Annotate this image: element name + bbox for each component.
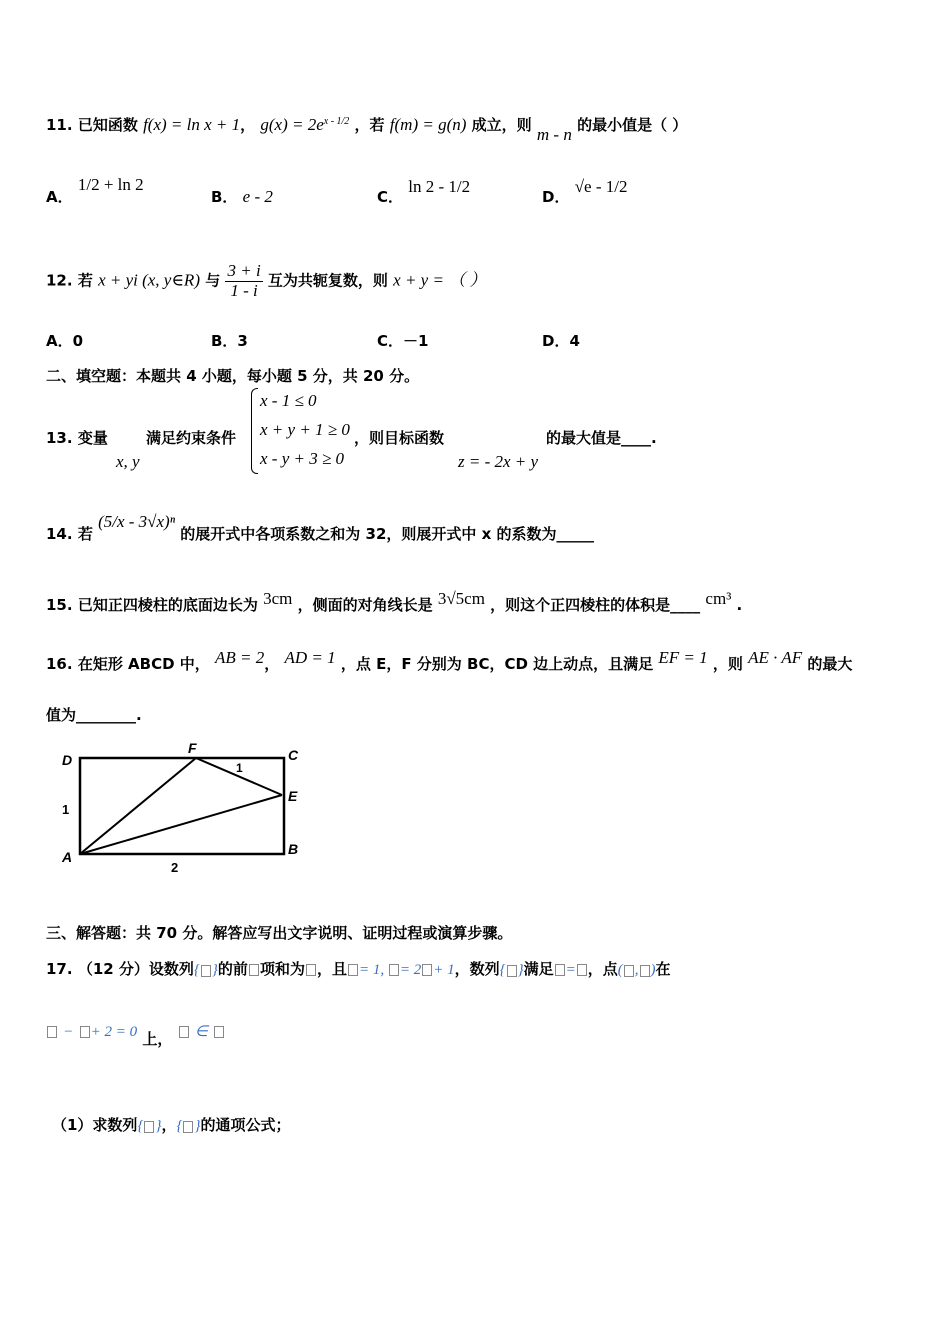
label-ef-1: 1	[236, 761, 243, 775]
label-d: D	[62, 752, 73, 768]
q16-stem: 16. 在矩形 ABCD 中， AB = 2， AD = 1 ，点 E，F 分别为 BC，CD 边上动点，且满足 EF = 1 ，则 AE · AF 的最大	[46, 648, 853, 673]
section-heading: 二、填空题：本题共 4 小题，每小题 5 分，共 20 分。	[46, 367, 420, 385]
q17-part1: （1）求数列{ }，{ }的通项公式；	[52, 1116, 291, 1134]
q13-vars: x, y	[116, 452, 140, 471]
q11-option-c[interactable]: C． ln 2 - 1/2	[377, 177, 471, 206]
section-heading: 三、解答题：共 70 分。解答应写出文字说明、证明过程或演算步骤。	[46, 924, 513, 942]
brace	[251, 388, 258, 474]
constraint-system: x - 1 ≤ 0 x + y + 1 ≥ 0 x - y + 3 ≥ 0	[260, 391, 350, 468]
q15-stem: 15. 已知正四棱柱的底面边长为 3cm ，侧面的对角线长是 3√5cm ，则这个正四棱柱的体积是____ cm³ .	[46, 589, 743, 614]
q12-option-c[interactable]: C．－1	[377, 332, 429, 350]
q11-option-d[interactable]: D． √e - 1/2	[542, 177, 628, 206]
label-c: C	[288, 747, 299, 763]
segment-af	[80, 758, 196, 854]
q12-option-b[interactable]: B．3	[211, 332, 248, 350]
label-e: E	[288, 788, 298, 804]
label-side-1: 1	[62, 802, 70, 817]
q13-constraint-label: 满足约束条件	[146, 429, 237, 447]
q12-option-d[interactable]: D．4	[542, 332, 580, 350]
label-side-2: 2	[171, 860, 179, 875]
q12-option-a[interactable]: A．0	[46, 332, 84, 350]
q11-stem: 11. 已知函数 f(x) = ln x + 1， $g(x) = 2e^{x - 1/2}$ ，若 f(m) = g(n) 成立，则 m - n 的最小值是（ ）	[46, 115, 688, 144]
q12-stem: 12. 若 x + yi (x, y∈R) 与 $\frac{3 + i}{1 - i}$ 互为共轭复数，则 x + y = （ ）	[46, 261, 487, 300]
q14-stem: 14. 若 (5/x - 3√x)ⁿ 的展开式中各项系数之和为 32，则展开式中 x 的系数为_____	[46, 512, 594, 543]
label-f: F	[188, 740, 197, 756]
rectangle-figure	[56, 736, 316, 876]
label-b: B	[288, 841, 299, 857]
label-a: A	[62, 849, 73, 865]
q16-answer: 值为________.	[46, 706, 142, 724]
q13-objective-label: ，则目标函数	[354, 429, 445, 447]
segment-ae	[80, 795, 282, 854]
q13-answer: 的最大值是____.	[546, 429, 657, 447]
q13-stem: 13. 变量	[46, 429, 108, 447]
q17-line2: − + 2 = 0 上， ∈	[46, 1020, 225, 1041]
q11-option-a[interactable]: A． 1/2 + ln 2	[46, 175, 144, 206]
q13-objective: z = - 2x + y	[458, 452, 539, 471]
q17-stem: 17. （12 分）设数列{ }的前 项和为 ，且 = 1, = 2 + 1，数列{ }满足 = ，点( , )在	[46, 960, 671, 978]
rectangle-abcd	[80, 758, 284, 854]
q11-option-b[interactable]: B． e - 2	[211, 187, 273, 206]
fraction: $\frac{3 + i}{1 - i}$	[227, 261, 261, 300]
